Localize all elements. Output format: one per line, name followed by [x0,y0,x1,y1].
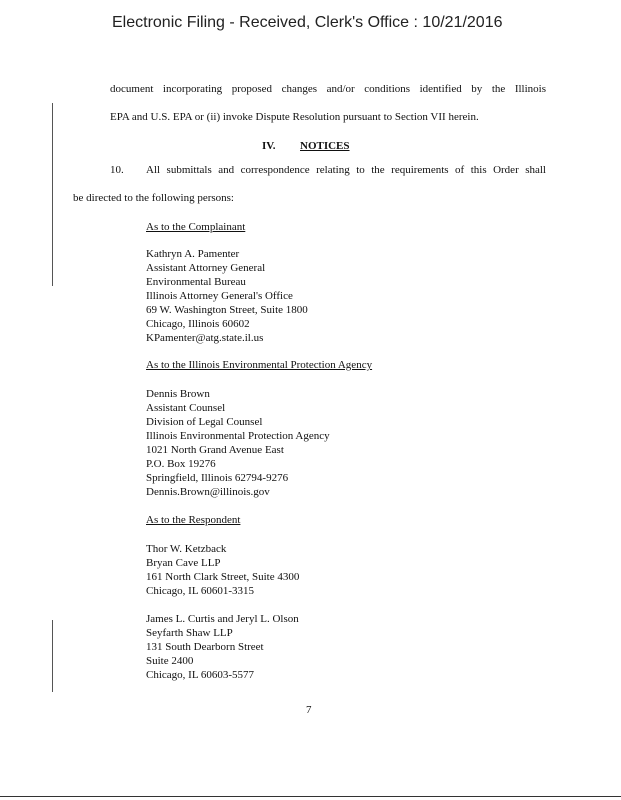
complainant-heading: As to the Complainant [146,221,246,233]
paragraph-line: All submittals and correspondence relating to the requirements of this Order shall [146,164,546,176]
address-line: P.O. Box 19276 [146,458,216,470]
paragraph-line: be directed to the following persons: [73,192,234,204]
email-line: Dennis.Brown@illinois.gov [146,486,270,498]
respondent-heading: As to the Respondent [146,514,241,526]
email-line: KPamenter@atg.state.il.us [146,332,264,344]
address-line: 69 W. Washington Street, Suite 1800 [146,304,308,316]
address-line: Division of Legal Counsel [146,416,263,428]
address-line: Kathryn A. Pamenter [146,248,240,260]
address-line: 131 South Dearborn Street [146,641,264,653]
address-line: Environmental Bureau [146,276,246,288]
address-line: Chicago, IL 60603-5577 [146,669,255,681]
iepa-address-block [146,387,330,499]
complainant-address-block [146,247,308,345]
margin-change-bar [52,103,53,286]
address-line: Springfield, Illinois 62794-9276 [146,472,289,484]
address-line: Illinois Environmental Protection Agency [146,430,330,442]
filing-stamp-header: Electronic Filing - Received, Clerk's Office : 10/21/2016 [112,14,503,31]
respondent-counsel-block-1 [146,542,299,598]
page-bottom-rule [0,796,621,797]
section-number: IV. [262,140,276,152]
respondent-counsel-block-2 [146,612,299,682]
address-line: Illinois Attorney General's Office [146,290,293,302]
address-line: Chicago, Illinois 60602 [146,318,250,330]
iepa-heading: As to the Illinois Environmental Protection Agency [146,359,373,371]
address-line: Bryan Cave LLP [146,557,221,569]
page-number: 7 [306,704,312,716]
paragraph-line: EPA and U.S. EPA or (ii) invoke Dispute Resolution pursuant to Section VII herein. [110,111,479,123]
address-line: Dennis Brown [146,388,210,400]
address-line: Seyfarth Shaw LLP [146,627,233,639]
paragraph-line: document incorporating proposed changes and/or conditions identified by the Illinois [110,83,546,95]
address-line: Chicago, IL 60601-3315 [146,585,255,597]
address-line: 1021 North Grand Avenue East [146,444,284,456]
address-line: Thor W. Ketzback [146,543,227,555]
paragraph-number: 10. [110,164,124,176]
address-line: James L. Curtis and Jeryl L. Olson [146,613,299,625]
address-line: Suite 2400 [146,655,194,667]
margin-change-bar [52,620,53,692]
address-line: Assistant Attorney General [146,262,266,274]
address-line: Assistant Counsel [146,402,226,414]
address-line: 161 North Clark Street, Suite 4300 [146,571,300,583]
section-title: NOTICES [300,140,350,152]
